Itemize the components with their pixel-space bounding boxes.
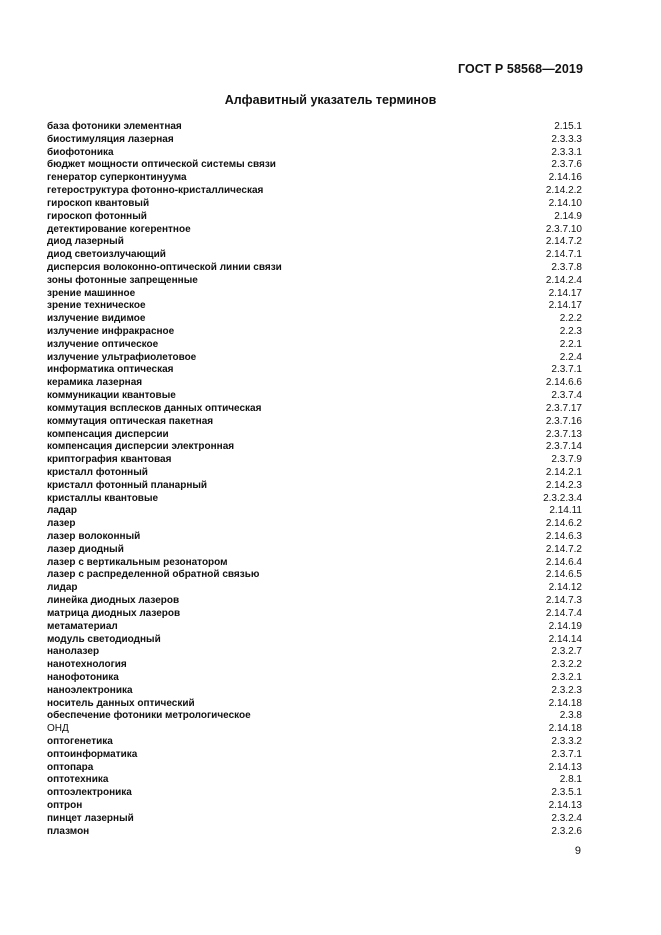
index-reference: 2.3.3.1 xyxy=(551,146,582,158)
index-term: оптоинформатика xyxy=(47,748,138,760)
index-entry xyxy=(47,403,582,416)
index-entry xyxy=(47,416,582,429)
index-entry xyxy=(47,172,582,185)
index-reference: 2.14.7.1 xyxy=(545,249,582,261)
index-entry xyxy=(47,429,582,442)
index-reference: 2.3.2.6 xyxy=(551,825,582,837)
index-entry xyxy=(47,813,582,826)
index-reference: 2.14.14 xyxy=(548,633,582,645)
index-term: оптрон xyxy=(47,800,83,812)
index-entry xyxy=(47,364,582,377)
index-entry xyxy=(47,800,582,813)
index-reference: 2.14.7.2 xyxy=(545,543,582,555)
index-reference: 2.2.2 xyxy=(559,313,582,325)
index-entry xyxy=(47,569,582,582)
index-reference: 2.14.7.3 xyxy=(545,595,582,607)
index-entry xyxy=(47,774,582,787)
index-entry xyxy=(47,826,582,839)
index-reference: 2.3.7.17 xyxy=(545,402,582,414)
index-reference: 2.3.5.1 xyxy=(551,787,582,799)
index-term: информатика оптическая xyxy=(47,364,174,376)
index-entry xyxy=(47,159,582,172)
index-reference: 2.14.7.4 xyxy=(545,607,582,619)
index-reference: 2.2.3 xyxy=(559,326,582,337)
index-term: излучение оптическое xyxy=(47,338,159,350)
index-term: излучение инфракрасное xyxy=(47,326,175,337)
index-entry xyxy=(47,710,582,723)
index-term: носитель данных оптический xyxy=(47,697,195,709)
index-entry xyxy=(47,736,582,749)
index-reference: 2.2.1 xyxy=(559,338,582,350)
index-term: кристаллы квантовые xyxy=(47,492,159,504)
index-reference: 2.3.2.2 xyxy=(551,659,582,671)
index-term: матрица диодных лазеров xyxy=(47,607,181,619)
index-reference: 2.14.17 xyxy=(548,287,582,299)
index-reference: 2.14.6.4 xyxy=(545,556,582,568)
index-term: зрение техническое xyxy=(47,300,146,312)
index-reference: 2.3.2.3 xyxy=(551,684,582,696)
index-term: криптография квантовая xyxy=(47,454,172,466)
index-term: кристалл фотонный планарный xyxy=(47,479,208,491)
index-term: лазер диодный xyxy=(47,543,124,555)
index-reference: 2.14.13 xyxy=(548,800,582,812)
index-reference: 2.14.13 xyxy=(548,761,582,773)
index-term: коммуникации квантовые xyxy=(47,390,176,402)
index-reference: 2.3.7.1 xyxy=(551,748,582,760)
index-reference: 2.14.11 xyxy=(549,505,582,517)
index-reference: 2.14.6.2 xyxy=(545,518,582,530)
index-term: бюджет мощности оптической системы связи xyxy=(47,159,276,171)
index-term: коммутация всплесков данных оптическая xyxy=(47,402,262,414)
index-term: гетероструктура фотонно-кристаллическая xyxy=(47,185,264,197)
index-reference: 2.2.4 xyxy=(559,351,582,363)
index-term: база фотоники элементная xyxy=(47,121,182,132)
index-reference: 2.14.19 xyxy=(548,620,582,632)
index-term: лазер волоконный xyxy=(47,531,141,542)
index-term: коммутация оптическая пакетная xyxy=(47,415,214,427)
page-number: 9 xyxy=(574,845,581,857)
index-reference: 2.14.7.2 xyxy=(545,236,582,248)
index-entry xyxy=(47,147,582,160)
index-entry xyxy=(47,377,582,390)
index-entry xyxy=(47,467,582,480)
index-reference: 2.3.7.1 xyxy=(551,364,582,376)
index-term: пинцет лазерный xyxy=(47,812,134,824)
index-reference: 2.15.1 xyxy=(554,121,582,132)
index-term: дисперсия волоконно-оптической линии связи xyxy=(47,261,282,273)
index-term: зоны фотонные запрещенные xyxy=(47,274,198,286)
index-entry xyxy=(47,262,582,275)
index-entry xyxy=(47,224,582,237)
index-term: излучение видимое xyxy=(47,313,146,325)
index-entry xyxy=(47,762,582,775)
index-entry xyxy=(47,275,582,288)
index-term: кристалл фотонный xyxy=(47,466,148,478)
index-entry xyxy=(47,621,582,634)
index-reference: 2.8.1 xyxy=(559,774,582,786)
index-entry xyxy=(47,531,582,544)
index-entry xyxy=(47,211,582,224)
index-term: оптопара xyxy=(47,761,94,773)
index-entry xyxy=(47,723,582,736)
index-entry xyxy=(47,749,582,762)
index-reference: 2.3.2.4 xyxy=(551,812,582,824)
index-term: гироскоп квантовый xyxy=(47,197,150,209)
index-term: модуль светодиодный xyxy=(47,633,161,645)
index-entry xyxy=(47,300,582,313)
index-reference: 2.14.2.3 xyxy=(545,479,582,491)
index-term: лазер с распределенной обратной связью xyxy=(47,569,260,581)
index-term: компенсация дисперсии электронная xyxy=(47,441,235,453)
index-term: гироскоп фотонный xyxy=(47,210,147,222)
index-reference: 2.14.18 xyxy=(548,723,582,735)
index-entry xyxy=(47,249,582,262)
index-reference: 2.14.2.4 xyxy=(545,274,582,286)
index-entry xyxy=(47,518,582,531)
index-reference: 2.14.6.6 xyxy=(545,377,582,389)
index-reference: 2.3.7.8 xyxy=(551,261,582,273)
index-entry xyxy=(47,544,582,557)
index-entry xyxy=(47,787,582,800)
index-entry xyxy=(47,608,582,621)
index-term: обеспечение фотоники метрологическое xyxy=(47,710,251,722)
index-entry xyxy=(47,595,582,608)
index-term: нанофотоника xyxy=(47,671,119,683)
index-term: керамика лазерная xyxy=(47,377,143,389)
index-entry xyxy=(47,121,582,134)
index-entry xyxy=(47,557,582,570)
index-entry xyxy=(47,441,582,454)
index-term: оптотехника xyxy=(47,774,109,786)
index-term: оптоэлектроника xyxy=(47,787,132,799)
index-term: диод лазерный xyxy=(47,236,124,248)
index-term: генератор суперконтинуума xyxy=(47,172,187,184)
index-entry xyxy=(47,236,582,249)
index-term: диод светоизлучающий xyxy=(47,249,166,261)
index-reference: 2.14.6.5 xyxy=(545,569,582,581)
index-entry xyxy=(47,493,582,506)
index-term: ладар xyxy=(47,505,77,517)
index-entry xyxy=(47,198,582,211)
index-term: линейка диодных лазеров xyxy=(47,595,180,607)
index-reference: 2.14.18 xyxy=(548,697,582,709)
index-reference: 2.14.2.1 xyxy=(545,466,582,478)
index-reference: 2.14.2.2 xyxy=(545,185,582,197)
index-term: излучение ультрафиолетовое xyxy=(47,351,197,363)
index-entry xyxy=(47,646,582,659)
index-reference: 2.14.9 xyxy=(554,210,582,222)
index-entry xyxy=(47,454,582,467)
index-reference: 2.14.17 xyxy=(548,300,582,312)
index-reference: 2.3.7.10 xyxy=(545,223,582,235)
index-reference: 2.14.12 xyxy=(548,582,582,594)
index-entry xyxy=(47,390,582,403)
index-term: ОНД xyxy=(47,723,69,735)
index-entry xyxy=(47,659,582,672)
index-entry xyxy=(47,288,582,301)
page-title: Алфавитный указатель терминов xyxy=(224,93,437,107)
index-entry xyxy=(47,185,582,198)
index-entry xyxy=(47,634,582,647)
index-reference: 2.3.2.7 xyxy=(551,646,582,658)
index-reference: 2.14.6.3 xyxy=(545,531,582,542)
index-reference: 2.3.3.2 xyxy=(551,736,582,747)
index-entry xyxy=(47,685,582,698)
index-term: детектирование когерентное xyxy=(47,223,191,235)
index-term: компенсация дисперсии xyxy=(47,428,169,440)
index-term: наноэлектроника xyxy=(47,684,133,696)
index-reference: 2.3.2.1 xyxy=(551,671,582,683)
index-entry xyxy=(47,480,582,493)
index-term: нанолазер xyxy=(47,646,100,658)
index-entry xyxy=(47,582,582,595)
index-term: нанотехнология xyxy=(47,659,127,671)
index-term: плазмон xyxy=(47,825,90,837)
index-reference: 2.3.7.6 xyxy=(551,159,582,171)
index-reference: 2.3.7.14 xyxy=(545,441,582,453)
index-term: оптогенетика xyxy=(47,736,113,747)
index-reference: 2.14.10 xyxy=(548,197,582,209)
index-term: биостимуляция лазерная xyxy=(47,133,174,145)
index-entry xyxy=(47,672,582,685)
index-entry xyxy=(47,313,582,326)
index-entry xyxy=(47,352,582,365)
index-entry xyxy=(47,326,582,339)
index-term: лазер с вертикальным резонатором xyxy=(47,556,228,568)
index-reference: 2.3.7.13 xyxy=(545,428,582,440)
index-entry xyxy=(47,698,582,711)
index-reference: 2.3.7.16 xyxy=(545,415,582,427)
index-reference: 2.3.2.3.4 xyxy=(543,492,582,504)
index-reference: 2.3.7.9 xyxy=(551,454,582,466)
index-term: метаматериал xyxy=(47,620,118,632)
index-reference: 2.3.7.4 xyxy=(551,390,582,402)
index-entry xyxy=(47,339,582,352)
index-term: зрение машинное xyxy=(47,287,136,299)
term-index-list xyxy=(47,121,582,839)
index-term: лазер xyxy=(47,518,76,530)
standard-code: ГОСТ Р 58568—2019 xyxy=(457,62,583,76)
index-entry xyxy=(47,505,582,518)
index-reference: 2.3.3.3 xyxy=(551,133,582,145)
index-term: биофотоника xyxy=(47,146,114,158)
index-reference: 2.14.16 xyxy=(548,172,582,184)
index-reference: 2.3.8 xyxy=(559,710,582,722)
index-entry xyxy=(47,134,582,147)
index-term: лидар xyxy=(47,582,78,594)
